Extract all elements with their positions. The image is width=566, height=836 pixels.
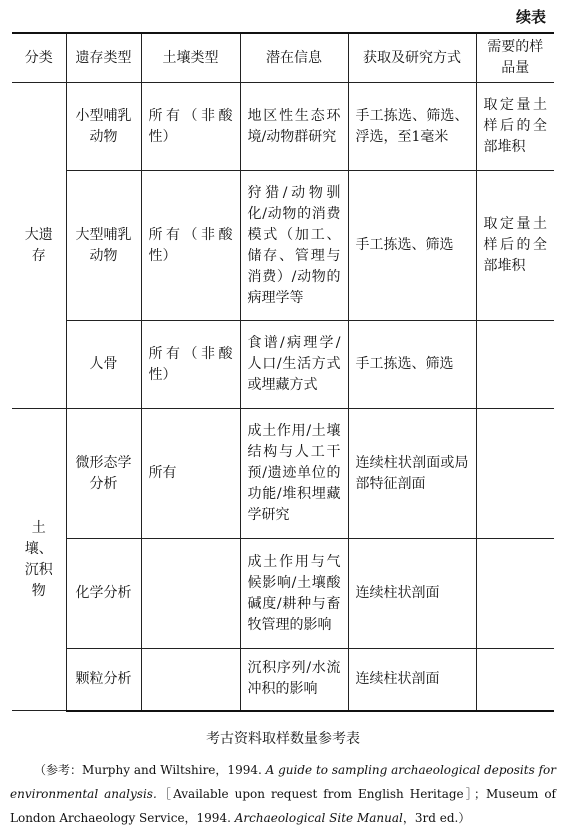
soil-type-cell: 所有（非酸性） xyxy=(141,171,240,321)
header-row xyxy=(12,33,554,83)
remain-type-cell: 大型哺乳动物 xyxy=(66,171,141,321)
potential-info-cell: 成土作用与气候影响/土壤酸碱度/耕种与畜牧管理的影响 xyxy=(240,539,348,649)
reference-title: A guide to sampling archaeological deposits for environmental analysis. xyxy=(10,763,556,801)
reference-text: （参考：Murphy and Wiltshire，1994. xyxy=(34,763,266,777)
soil-type-cell: 所有（非酸性） xyxy=(141,321,240,409)
remain-type-cell: 小型哺乳动物 xyxy=(66,83,141,171)
method-cell: 手工拣选、筛选、浮选，至1毫米 xyxy=(348,83,476,171)
soil-type-cell xyxy=(141,539,240,649)
table-row xyxy=(12,409,554,539)
soil-type-cell: 所有（非酸性） xyxy=(141,83,240,171)
category-cell: 大遗存 xyxy=(12,83,66,409)
method-cell: 手工拣选、筛选 xyxy=(348,171,476,321)
potential-info-cell: 沉积序列/水流冲积的影响 xyxy=(240,649,348,711)
potential-info-cell: 地区性生态环境/动物群研究 xyxy=(240,83,348,171)
sample-amount-cell xyxy=(476,649,554,711)
method-cell: 连续柱状剖面 xyxy=(348,649,476,711)
reference-text: ［Available upon request from English Heritage］；Museum of London Archaeology Service，1994. xyxy=(10,787,556,825)
remain-type-cell: 颗粒分析 xyxy=(66,649,141,711)
header-method: 获取及研究方式 xyxy=(348,33,476,83)
table-row xyxy=(12,649,554,711)
method-cell: 手工拣选、筛选 xyxy=(348,321,476,409)
sampling-table xyxy=(12,32,554,712)
header-soil-type: 土壤类型 xyxy=(141,33,240,83)
sample-amount-cell xyxy=(476,321,554,409)
sample-amount-cell: 取定量土样后的全部堆积 xyxy=(476,171,554,321)
header-sample-amount: 需要的样品量 xyxy=(476,33,554,83)
method-cell: 连续柱状剖面或局部特征剖面 xyxy=(348,409,476,539)
header-potential-info: 潜在信息 xyxy=(240,33,348,83)
sample-amount-cell xyxy=(476,539,554,649)
remain-type-cell: 微形态学分析 xyxy=(66,409,141,539)
potential-info-cell: 狩猎/动物驯化/动物的消费模式（加工、储存、管理与消费）/动物的病理学等 xyxy=(240,171,348,321)
remain-type-cell: 人骨 xyxy=(66,321,141,409)
header-category: 分类 xyxy=(12,33,66,83)
soil-type-cell xyxy=(141,649,240,711)
reference-text: ，3rd ed.） xyxy=(402,811,471,825)
reference-note xyxy=(10,758,556,830)
category-cell: 土壤、沉积物 xyxy=(12,409,66,711)
method-cell: 连续柱状剖面 xyxy=(348,539,476,649)
sample-amount-cell: 取定量土样后的全部堆积 xyxy=(476,83,554,171)
soil-type-cell: 所有 xyxy=(141,409,240,539)
table-row xyxy=(12,83,554,171)
potential-info-cell: 食谱/病理学/人口/生活方式或埋藏方式 xyxy=(240,321,348,409)
table-caption: 考古资料取样数量参考表 xyxy=(206,731,360,747)
table-row xyxy=(12,539,554,649)
table-row xyxy=(12,171,554,321)
continued-label: 续表 xyxy=(515,8,546,26)
table-row xyxy=(12,321,554,409)
potential-info-cell: 成土作用/土壤结构与人工干预/遗迹单位的功能/堆积埋藏学研究 xyxy=(240,409,348,539)
reference-title: Archaeological Site Manual xyxy=(234,811,403,825)
remain-type-cell: 化学分析 xyxy=(66,539,141,649)
header-remain-type: 遗存类型 xyxy=(66,33,141,83)
sample-amount-cell xyxy=(476,409,554,539)
